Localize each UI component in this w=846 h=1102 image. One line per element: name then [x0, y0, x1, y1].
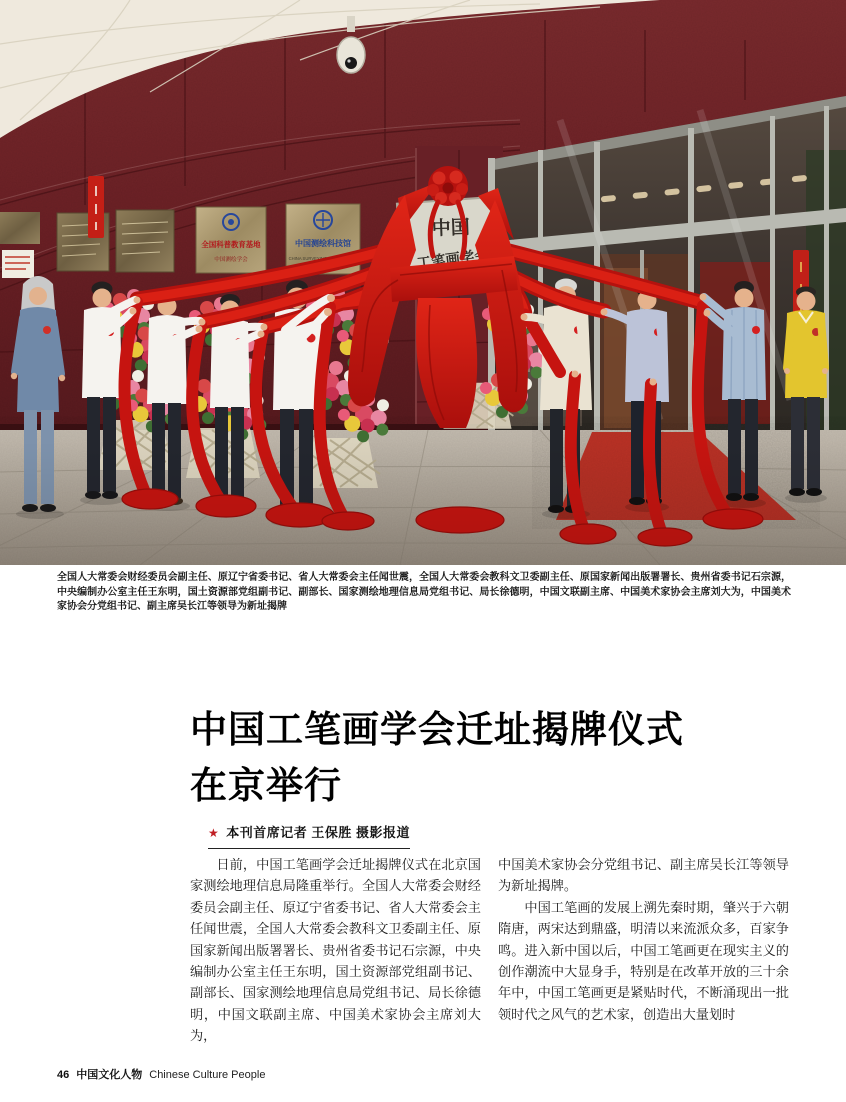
- page-number: 46: [57, 1069, 70, 1081]
- paragraph: 中国工笔画的发展上溯先秦时期，肇兴于六朝隋唐，两宋达到鼎盛，明清以来流派众多，百家争鸣。进入新中国以后，中国工笔画更在现实主义的创作潮流中大显身手，特别是在改革开放的三十余年中，中国工笔画更是紧贴时代，不断涌现出一批领时代之风气的艺术家，创造出大量划时: [498, 899, 789, 1022]
- magazine-name-en: Chinese Culture People: [149, 1069, 266, 1081]
- article-title-line2: 在京举行: [190, 765, 342, 807]
- star-icon: ★: [208, 826, 220, 840]
- byline-text: 本刊首席记者 王保胜 摄影报道: [226, 825, 410, 840]
- article-title: [190, 703, 810, 815]
- magazine-name-cn: 中国文化人物: [76, 1069, 143, 1081]
- column-left: [190, 854, 481, 1047]
- paragraph: 中国美术家协会分党组书记、副主席吴长江等领导为新址揭牌。: [498, 857, 789, 894]
- photo-caption: 全国人大常委会财经委员会副主任、原辽宁省委书记、省人大常委会主任闻世震，全国人大常委会教科文卫委副主任、原国家新闻出版署署长、贵州省委书记石宗源，中央编制办公室主任王东明，国土资源部党组副书记、副部长、国家测绘地理信息局党组书记、局长徐德明，中国文联副主席、中国美术家协会主席刘大为，中国美术家协会分党组书记、副主席吴长江等领导为新址揭牌: [57, 572, 791, 612]
- paragraph: 日前，中国工笔画学会迁址揭牌仪式在北京国家测绘地理信息局隆重举行。全国人大常委会财经委员会副主任、原辽宁省委书记、省人大常委会主任闻世震，全国人大常委会教科文卫委副主任、原国家新闻出版署署长、贵州省委书记石宗源，中央编制办公室主任王东明，国土资源部党组副书记、副部长、国家测绘地理信息局党组书记、局长徐德明，中国文联副主席、中国美术家协会主席刘大为，: [190, 857, 481, 1044]
- page-footer: [57, 1066, 265, 1082]
- article-body: [190, 854, 790, 1047]
- column-right: [498, 854, 789, 1047]
- article-title-line1: 中国工笔画学会迁址揭牌仪式: [190, 709, 684, 751]
- byline: [208, 822, 410, 849]
